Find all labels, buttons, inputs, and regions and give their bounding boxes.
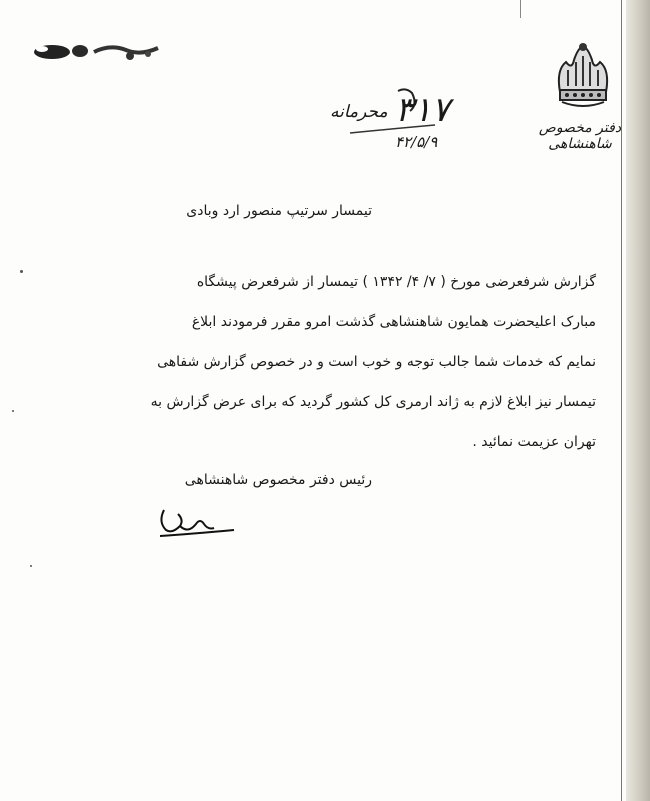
office-name: دفتر مخصوص شاهنشاهی	[538, 120, 622, 152]
handwritten-signature	[150, 500, 240, 545]
body-line: گزارش شرفعرضی مورخ ( ۷/ ۴/ ۱۳۴۲ ) تیمسار از شرفعرض پیشگاه	[196, 274, 596, 290]
fold-mark	[520, 0, 521, 18]
ink-stamp-mark	[30, 38, 165, 66]
body-line: تهران عزیمت نمائید .	[472, 434, 596, 450]
paper-speck	[20, 270, 23, 273]
signer-title: رئیس دفتر مخصوص شاهنشاهی	[184, 472, 372, 488]
paper-speck	[12, 410, 14, 412]
classification-note: محرمانه	[330, 102, 388, 122]
paper-speck	[30, 565, 32, 567]
addressee-line: تیمسار سرتیپ منصور ارد وبادی	[186, 203, 372, 219]
body-line: مبارک اعلیحضرت همایون شاهنشاهی گذشت امرو مقرر فرمودند ابلاغ	[191, 314, 596, 330]
reference-date: ۴۲/۵/۹	[395, 133, 438, 151]
body-line: نمایم که خدمات شما جالب توجه و خوب است و در خصوص گزارش شفاهی	[157, 354, 596, 370]
crown-icon	[552, 40, 614, 110]
body-line: تیمسار نیز ابلاغ لازم به ژاند ارمری کل کشور گردید که برای عرض گزارش به	[150, 394, 596, 410]
letter-body	[66, 262, 596, 462]
reference-number: ۳۱۷	[395, 90, 450, 130]
